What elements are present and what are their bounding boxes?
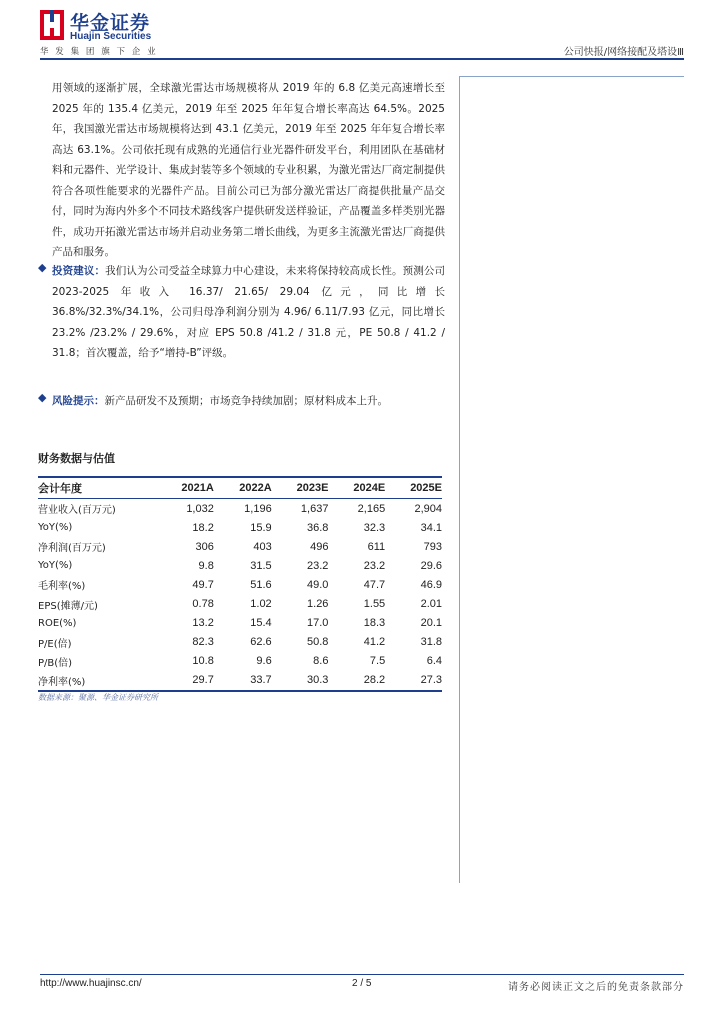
- table-cell: 496: [310, 540, 329, 553]
- risk-warning-label: 风险提示：: [52, 395, 105, 407]
- table-cell: 13.2: [192, 617, 214, 630]
- table-cell: 1,637: [300, 502, 329, 515]
- diamond-bullet-icon: ◆: [38, 261, 47, 274]
- table-row: [38, 556, 442, 575]
- table-row: [38, 575, 442, 594]
- table-cell: 18.2: [192, 521, 214, 534]
- table-header-cell: 2023E: [272, 477, 329, 499]
- brand-name-en: Huajin Securities: [70, 31, 152, 42]
- row-label: 净利率(%): [38, 671, 156, 691]
- table-cell: 7.5: [369, 655, 386, 668]
- table-cell: 2.01: [420, 598, 442, 611]
- table-cell: 41.2: [363, 636, 386, 649]
- table-header-cell: 2022A: [214, 477, 272, 499]
- table-cell: 28.2: [328, 671, 385, 691]
- sidebar-divider: [459, 77, 460, 883]
- table-cell: 793: [423, 540, 442, 553]
- diamond-bullet-icon: ◆: [38, 391, 47, 404]
- table-cell: 50.8: [307, 636, 329, 649]
- table-header-cell: 2021A: [156, 477, 214, 499]
- table-row: [38, 633, 442, 652]
- table-cell: 306: [195, 540, 214, 553]
- table-cell: 33.7: [214, 671, 272, 691]
- table-cell: 8.6: [313, 655, 329, 668]
- row-label: EPS(摊薄/元): [38, 600, 98, 612]
- row-label: YoY(%): [38, 522, 73, 534]
- table-row: [38, 518, 442, 537]
- table-cell: 27.3: [385, 671, 442, 691]
- table-header-cell: 会计年度: [38, 477, 156, 499]
- table-cell: 1.26: [307, 598, 329, 611]
- table-cell: 17.0: [307, 617, 329, 630]
- row-label: YoY(%): [38, 560, 73, 572]
- header-divider: [40, 58, 684, 60]
- table-row: [38, 499, 442, 519]
- row-label: 营业收入(百万元): [38, 505, 116, 517]
- table-cell: 611: [367, 540, 386, 553]
- table-cell: 30.3: [272, 671, 329, 691]
- page-number: 2 / 5: [352, 978, 372, 989]
- footer-url-link[interactable]: http://www.huajinsc.cn/: [40, 978, 142, 989]
- group-tagline: 华发集团旗下企业: [40, 47, 163, 57]
- table-cell: 1.55: [363, 598, 386, 611]
- footer-divider: [40, 974, 684, 975]
- table-cell: 15.4: [250, 617, 272, 630]
- table-cell: 36.8: [307, 521, 329, 534]
- table-cell: 23.2: [363, 559, 386, 572]
- huajin-logo-icon: [40, 10, 64, 40]
- table-cell: 1,032: [186, 502, 214, 515]
- table-cell: 1.02: [250, 598, 272, 611]
- row-label: ROE(%): [38, 617, 77, 629]
- investment-advice: [52, 261, 445, 364]
- sidebar-top-rule: [459, 76, 684, 77]
- brand-name-cn: 华金证券: [70, 12, 151, 34]
- table-cell: 49.0: [307, 578, 329, 591]
- table-cell: 49.7: [192, 578, 214, 591]
- table-cell: 0.78: [192, 598, 214, 611]
- table-cell: 29.6: [420, 559, 442, 572]
- table-cell: 6.4: [426, 655, 442, 668]
- table-cell: 34.1: [420, 521, 442, 534]
- table-cell: 1,196: [244, 502, 272, 515]
- table-row: [38, 614, 442, 633]
- table-header-cell: 2025E: [385, 477, 442, 499]
- table-cell: 9.8: [198, 559, 214, 572]
- footer-disclaimer: 请务必阅读正文之后的免责条款部分: [508, 982, 684, 993]
- row-label: P/B(倍): [38, 657, 73, 669]
- financial-table: [38, 476, 442, 692]
- table-header-row: [38, 477, 442, 499]
- table-cell: 29.7: [156, 671, 214, 691]
- table-cell: 9.6: [256, 655, 272, 668]
- table-cell: 47.7: [363, 578, 386, 591]
- data-source: 数据来源：聚源、华金证券研究所: [38, 693, 158, 702]
- table-cell: 15.9: [250, 521, 272, 534]
- investment-advice-label: 投资建议：: [52, 265, 106, 277]
- table-cell: 32.3: [363, 521, 386, 534]
- table-cell: 10.8: [192, 655, 214, 668]
- row-label: 毛利率(%): [38, 581, 86, 593]
- table-title: 财务数据与估值: [38, 452, 115, 465]
- table-cell: 62.6: [250, 636, 272, 649]
- table-cell: 51.6: [250, 578, 272, 591]
- report-type: 公司快报/网络接配及塔设Ⅲ: [563, 47, 684, 58]
- body-paragraph: 用领域的逐渐扩展，全球激光雷达市场规模将从 2019 年的 6.8 亿美元高速增长至 2025 年的 135.4 亿美元，2019 年至 2025 年年复合增长率高达 64.5%。2025 年，我国激光雷达市场规模将达到 43.1 亿美元，2019 年至 2025 年年复合增长率高达 63.1%。公司依托现有成熟的光通信行业光器件研发平台，利用团队在基础材料和元器件、光学设计、集成封装等多个领域的专业积累，为激光雷达厂商定制提供符合各项性能要求的光器件产品。目前公司已为部分激光雷达厂商提供批量产品交付，同时为海内外多个不同技术路线客户提供研发送样验证，产品覆盖多样类别光器件，成功开拓激光雷达市场并启动业务第二增长曲线，为更多主流激光雷达厂商提供产品和服务。: [52, 82, 445, 258]
- table-cell: 2,165: [357, 502, 386, 515]
- investment-advice-text: 我们认为公司受益全球算力中心建设，未来将保持较高成长性。预测公司 2023-2025 年收入 16.37/ 21.65/ 29.04 亿元，同比增长 36.8%/32.3%/34.1%，公司归母净利润分别为 4.96/ 6.11/7.93 亿元，同比增长 23.2% /23.2% / 29.6%，对应 EPS 50.8 /41.2 / 31.8 元，PE 50.8 / 41.2 / 31.8；首次覆盖，给予“增持-B”评级。: [52, 265, 445, 359]
- risk-warning: [52, 391, 445, 412]
- risk-warning-text: 新产品研发不及预期；市场竞争持续加剧；原材料成本上升。: [104, 395, 388, 407]
- table-cell: 2,904: [414, 502, 442, 515]
- table-cell: 82.3: [192, 636, 214, 649]
- table-cell: 31.5: [250, 559, 272, 572]
- table-cell: 46.9: [420, 578, 442, 591]
- row-label: P/E(倍): [38, 638, 72, 650]
- table-row: [38, 537, 442, 556]
- table-cell: 403: [253, 540, 272, 553]
- table-cell: 18.3: [363, 617, 386, 630]
- table-row: [38, 652, 442, 671]
- row-label: 净利润(百万元): [38, 543, 106, 555]
- table-cell: 31.8: [420, 636, 442, 649]
- table-header-cell: 2024E: [328, 477, 385, 499]
- table-cell: 20.1: [420, 617, 442, 630]
- table-cell: 23.2: [307, 559, 329, 572]
- table-row: [38, 671, 442, 691]
- table-row: [38, 594, 442, 613]
